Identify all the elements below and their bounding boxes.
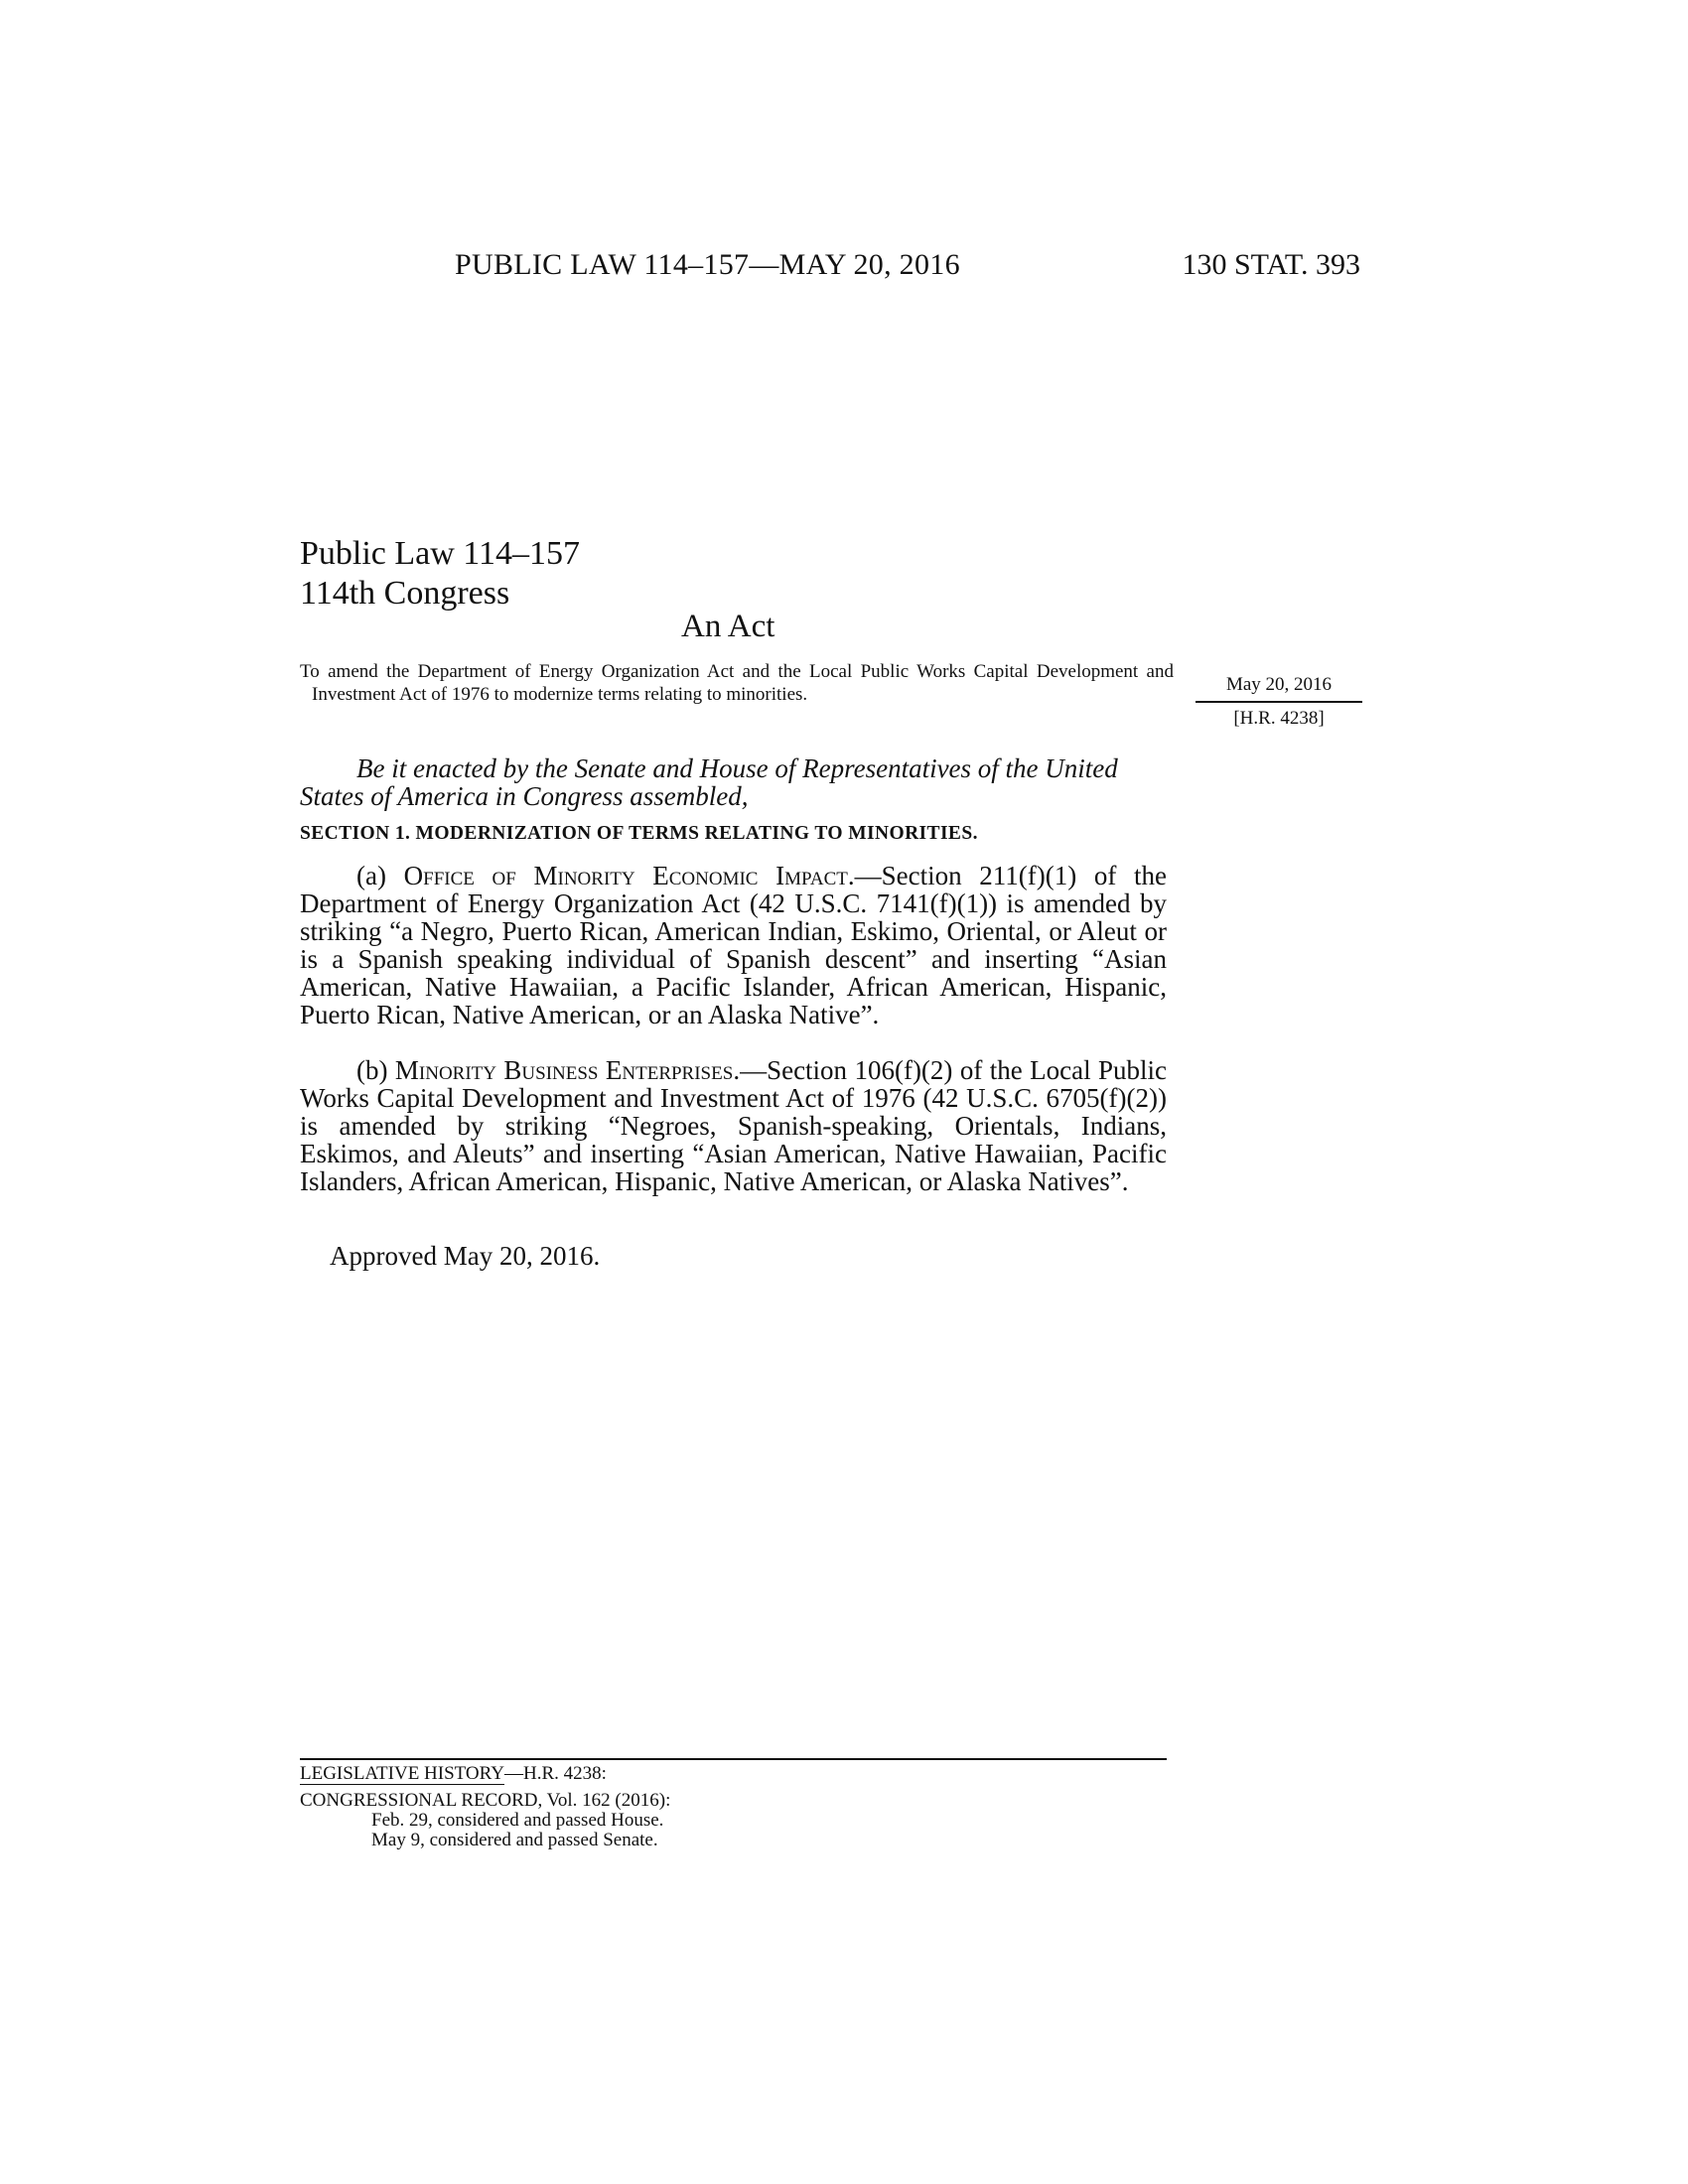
paragraph-b-heading: Minority Business Enterprises [394,1055,734,1085]
purpose-text: To amend the Department of Energy Organization Act and the Local Public Works Capital Development and Investment Act of 1976 to modernize terms relating to minorities. [300,661,1174,705]
paragraph-a-label: (a) [356,861,404,890]
paragraph-b-text: .—Section 106(f)(2) of the Local Public Works Capital Development and Investment Act of 1976 (42 U.S.C. 6705(f)(2)) is amended by striking “Negroes, Spanish-speaking, Orientals, Indians, Eskimos, and Aleuts” and inserting “Asian American, Native Hawaiian, Pacific Islanders, African American, Hispanic, Native American, or Alaska Natives”. [300,1055,1167,1196]
legislative-history-heading: LEGISLATIVE HISTORY [300,1763,505,1784]
running-head: PUBLIC LAW 114–157—MAY 20, 2016 [455,248,960,281]
history-entry: Feb. 29, considered and passed House. [371,1810,664,1831]
congress-number: 114th Congress [300,575,510,612]
paragraph-a-text: .—Section 211(f)(1) of the Department of Energy Organization Act (42 U.S.C. 7141(f)(1)) is amended by striking “a Negro, Puerto Rican, American Indian, Eskimo, Oriental, or Aleut or is a Spanish speaking individual of Spanish descent” and inserting “Asian American, Native Hawaiian, a Pacific Islander, African American, Hispanic, Puerto Rican, Native American, or an Alaska Native”. [300,861,1168,1029]
footnote-divider [300,1758,1167,1760]
legislative-history [300,1764,670,1850]
margin-date: May 20, 2016 [1196,673,1362,703]
section-heading: SECTION 1. MODERNIZATION OF TERMS RELATING TO MINORITIES. [300,823,978,844]
congressional-record: CONGRESSIONAL RECORD, Vol. 162 (2016): [300,1790,671,1811]
paragraph-a-heading: Office of Minority Economic Impact [403,861,848,890]
history-entry: May 9, considered and passed Senate. [371,1830,658,1850]
legislative-history-heading-line [300,1764,670,1785]
margin-bill-number: [H.R. 4238] [1233,708,1325,729]
purpose-clause [300,660,1174,706]
approval-line: Approved May 20, 2016. [330,1241,601,1271]
enacting-clause: Be it enacted by the Senate and House of Representatives of the United States of America in Congress assembled, [300,753,1118,811]
public-law-number: Public Law 114–157 [300,535,581,572]
paragraph-b-label: (b) [356,1055,395,1085]
paragraph-b [300,1056,1167,1195]
margin-note [1196,673,1362,731]
legislative-history-bill: —H.R. 4238: [504,1763,607,1784]
paragraph-a [300,862,1167,1028]
act-heading: An Act [681,609,775,644]
law-title-block [300,534,580,614]
statute-citation: 130 STAT. 393 [1182,248,1360,281]
